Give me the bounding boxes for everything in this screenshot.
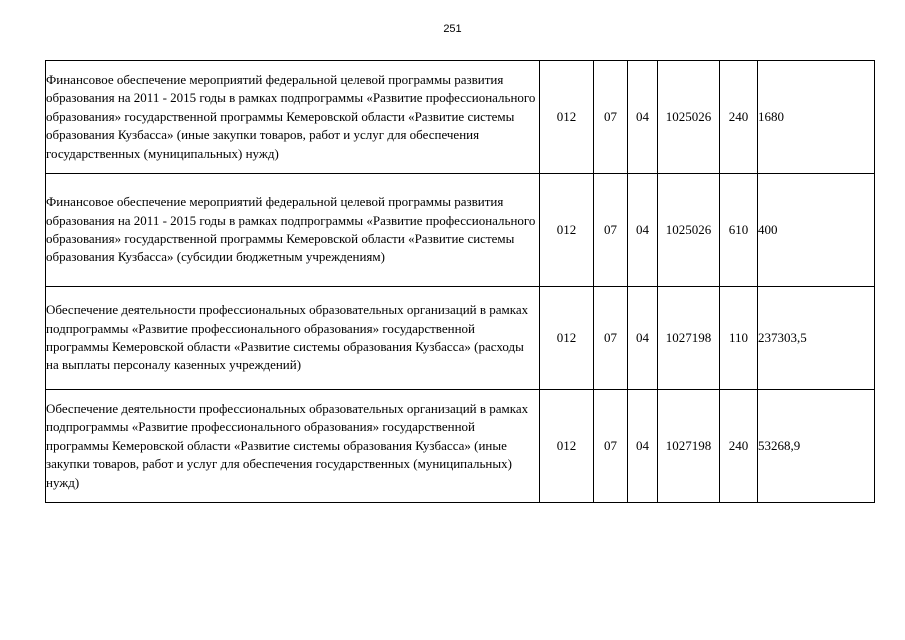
target-article-code: 1027198 <box>658 390 720 503</box>
table-row <box>46 61 875 174</box>
page-number: 251 <box>443 23 462 35</box>
subsection-code: 04 <box>628 390 658 503</box>
subsection-code: 04 <box>628 61 658 174</box>
target-article-code: 1025026 <box>658 61 720 174</box>
expense-type-code: 240 <box>720 390 758 503</box>
expense-type-code: 110 <box>720 287 758 390</box>
amount: 400 <box>758 174 875 287</box>
section-code: 07 <box>594 174 628 287</box>
section-code: 07 <box>594 287 628 390</box>
row-description: Финансовое обеспечение мероприятий федеральной целевой программы развития образования на 2011 - 2015 годы в рамках подпрограммы «Развитие профессионального образования» государственной программы Кемеровской области «Развитие системы образования Кузбасса» (иные закупки товаров, работ и услуг для обеспечения государственных (муниципальных) нужд) <box>46 61 540 174</box>
table-row <box>46 287 875 390</box>
ministry-code: 012 <box>540 61 594 174</box>
row-description: Обеспечение деятельности профессиональных образовательных организаций в рамках подпрограммы «Развитие профессионального образования» государственной программы Кемеровской области «Развитие системы образования Кузбасса» (иные закупки товаров, работ и услуг для обеспечения государственных (муниципальных) нужд) <box>46 390 540 503</box>
ministry-code: 012 <box>540 174 594 287</box>
budget-table <box>45 60 875 503</box>
target-article-code: 1027198 <box>658 287 720 390</box>
table-row <box>46 174 875 287</box>
row-description: Финансовое обеспечение мероприятий федеральной целевой программы развития образования на 2011 - 2015 годы в рамках подпрограммы «Развитие профессионального образования» государственной программы Кемеровской области «Развитие системы образования Кузбасса» (субсидии бюджетным учреждениям) <box>46 174 540 287</box>
subsection-code: 04 <box>628 174 658 287</box>
amount: 237303,5 <box>758 287 875 390</box>
ministry-code: 012 <box>540 390 594 503</box>
section-code: 07 <box>594 61 628 174</box>
ministry-code: 012 <box>540 287 594 390</box>
subsection-code: 04 <box>628 287 658 390</box>
expense-type-code: 240 <box>720 61 758 174</box>
expense-type-code: 610 <box>720 174 758 287</box>
section-code: 07 <box>594 390 628 503</box>
row-description: Обеспечение деятельности профессиональных образовательных организаций в рамках подпрограммы «Развитие профессионального образования» государственной программы Кемеровской области «Развитие системы образования Кузбасса» (расходы на выплаты персоналу казенных учреждений) <box>46 287 540 390</box>
table-row <box>46 390 875 503</box>
amount: 1680 <box>758 61 875 174</box>
target-article-code: 1025026 <box>658 174 720 287</box>
amount: 53268,9 <box>758 390 875 503</box>
